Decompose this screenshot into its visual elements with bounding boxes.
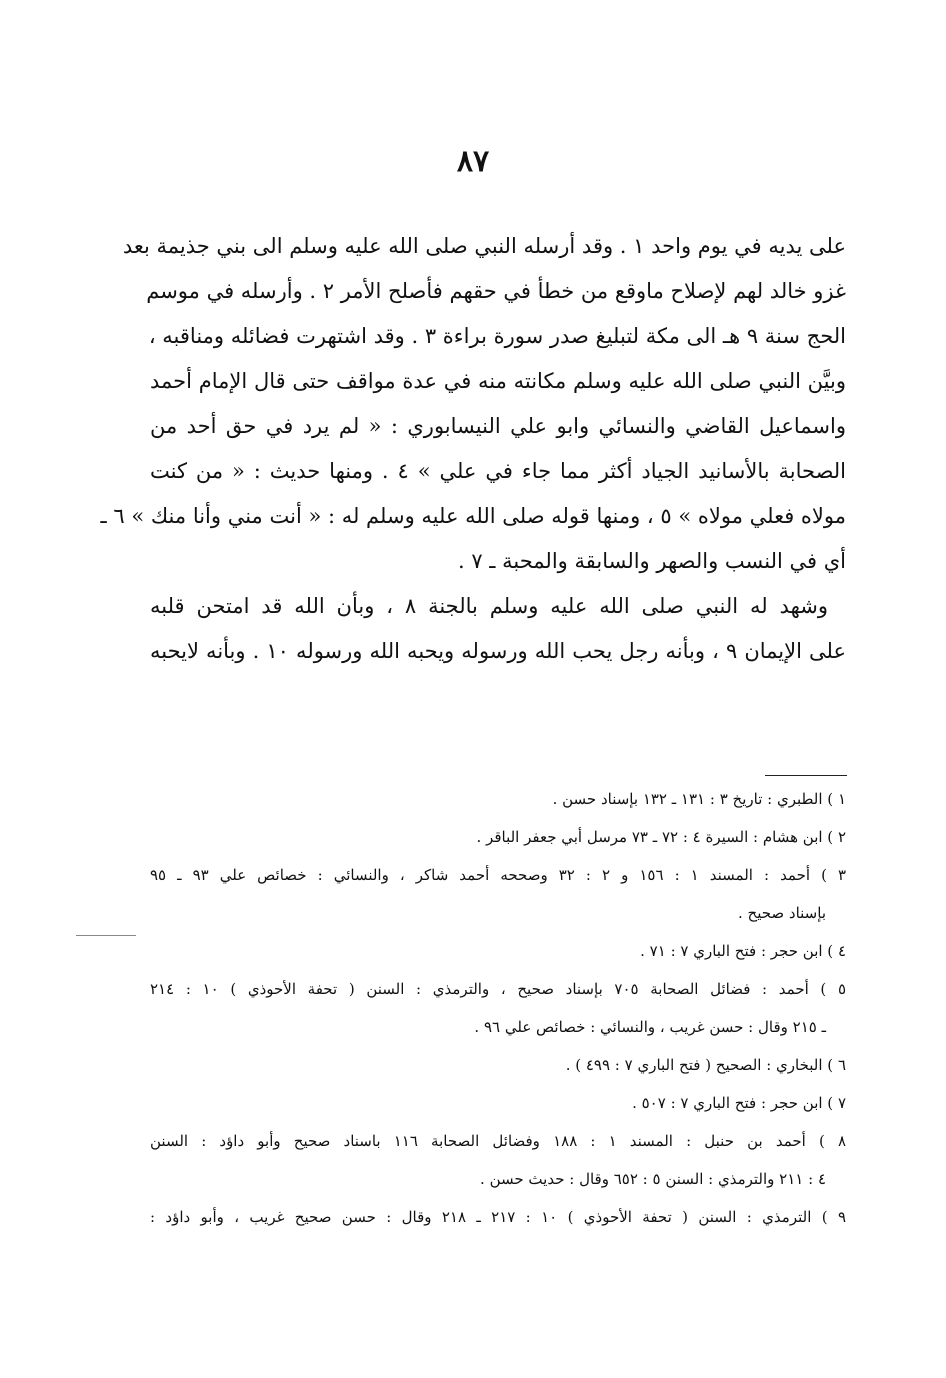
text-line: مولاه فعلي مولاه » ٥ ، ومنها قوله صلى الله عليه وسلم له : « أنت مني وأنا منك » ٦ ـ	[100, 504, 846, 528]
text-line: أي في النسب والصهر والسابقة والمحبة ـ ٧ .	[457, 549, 846, 573]
text-line: وشهد له النبي صلى الله عليه وسلم بالجنة ٨ ، وبأن الله قد امتحن قلبه	[150, 594, 828, 618]
footnote-continuation: بإسناد صحيح .	[737, 904, 826, 922]
footnote-divider	[765, 775, 847, 776]
footnote: ٧ ) ابن حجر : فتح الباري ٧ : ٥٠٧ .	[632, 1094, 846, 1112]
text-line: على يديه في يوم واحد ١ . وقد أرسله النبي صلى الله عليه وسلم الى بني جذيمة بعد	[122, 234, 846, 258]
footnotes	[150, 780, 846, 1236]
text-line: وبيَّن النبي صلى الله عليه وسلم مكانته منه في عدة مواقف حتى قال الإمام أحمد	[150, 369, 846, 393]
footnote: ٥ ) أحمد : فضائل الصحابة ٧٠٥ بإسناد صحيح ، والترمذي : السنن ( تحفة الأحوذي ) ١٠ : ٢١٤	[150, 980, 846, 998]
footnote: ٢ ) ابن هشام : السيرة ٤ : ٧٢ ـ ٧٣ مرسل أبي جعفر الباقر .	[476, 828, 846, 846]
text-line: الحج سنة ٩ هـ الى مكة لتبليغ صدر سورة براءة ٣ . وقد اشتهرت فضائله ومناقبه ،	[148, 324, 846, 348]
footnote-continuation: ٤ : ٢١١ والترمذي : السنن ٥ : ٦٥٢ وقال : حديث حسن .	[480, 1170, 826, 1188]
footnote: ٤ ) ابن حجر : فتح الباري ٧ : ٧١ .	[640, 942, 846, 960]
footnote: ٦ ) البخاري : الصحيح ( فتح الباري ٧ : ٤٩٩ ) .	[565, 1056, 846, 1074]
margin-mark	[76, 935, 136, 936]
footnote: ١ ) الطبري : تاريخ ٣ : ١٣١ ـ ١٣٢ بإسناد حسن .	[552, 790, 846, 808]
text-line: الصحابة بالأسانيد الجياد أكثر مما جاء في علي » ٤ . ومنها حديث : « من كنت	[150, 459, 847, 483]
footnote: ٨ ) أحمد بن حنبل : المسند ١ : ١٨٨ وفضائل الصحابة ١١٦ باسناد صحيح وأبو داؤد : السنن	[150, 1132, 846, 1150]
page-number: ٨٧	[456, 144, 490, 179]
text-line: واسماعيل القاضي والنسائي وابو علي النيسابوري : « لم يرد في حق أحد من	[150, 414, 846, 438]
footnote: ٩ ) الترمذي : السنن ( تحفة الأحوذي ) ١٠ : ٢١٧ ـ ٢١٨ وقال : حسن صحيح غريب ، وأبو داؤد :	[150, 1208, 846, 1226]
text-line: على الإيمان ٩ ، وبأنه رجل يحب الله ورسوله ويحبه الله ورسوله ١٠ . وبأنه لايحبه	[150, 639, 847, 663]
main-text	[100, 224, 847, 674]
footnote: ٣ ) أحمد : المسند ١ : ١٥٦ و ٢ : ٣٢ وصححه أحمد شاكر ، والنسائي : خصائص علي ٩٣ ـ ٩٥	[150, 866, 847, 884]
footnote-continuation: ـ ٢١٥ وقال : حسن غريب ، والنسائي : خصائص علي ٩٦ .	[474, 1018, 826, 1036]
text-line: غزو خالد لهم لإصلاح ماوقع من خطأ في حقهم فأصلح الأمر ٢ . وأرسله في موسم	[146, 279, 846, 303]
